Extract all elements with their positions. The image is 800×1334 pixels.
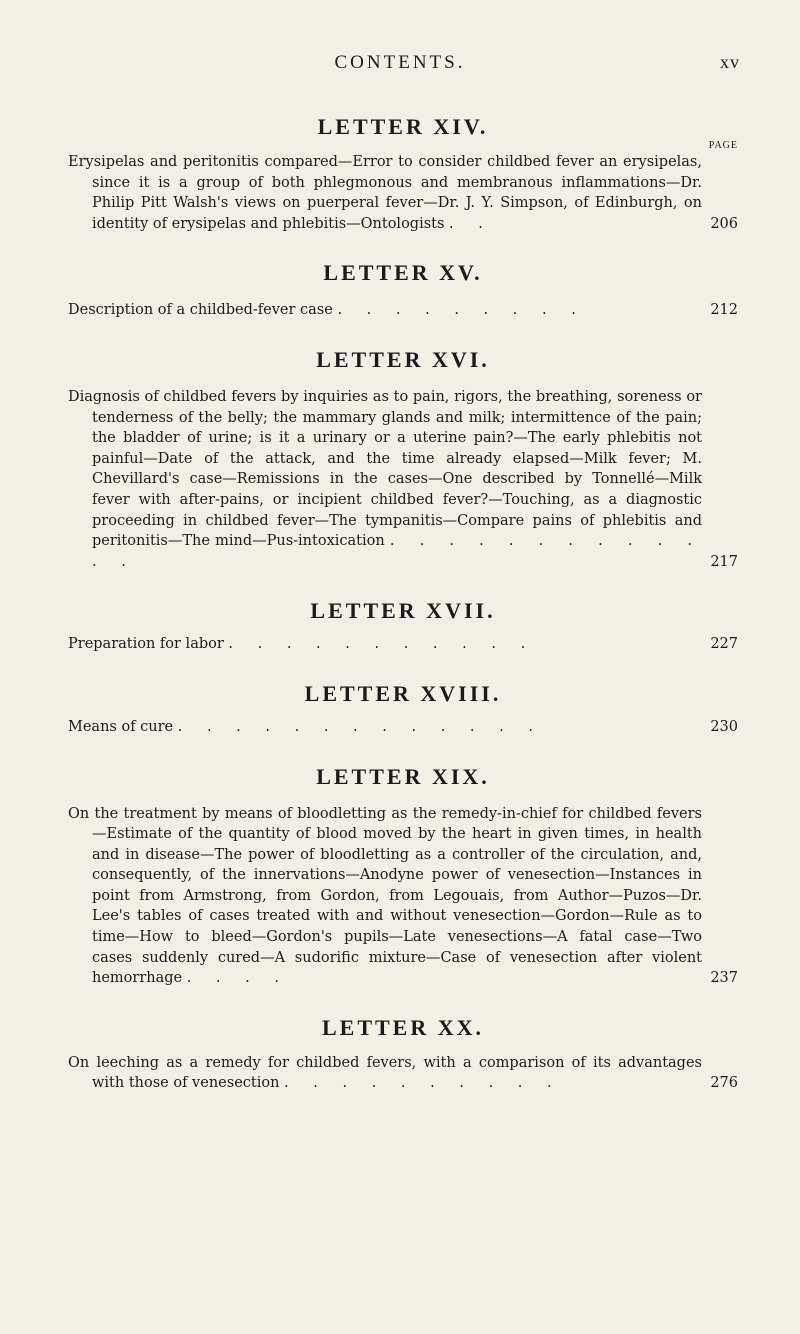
entry-text: On leeching as a remedy for childbed fevers, with a comparison of its advantages with those of venesection bbox=[68, 1054, 702, 1092]
letter-heading: LETTER XIX. bbox=[316, 763, 490, 789]
table-of-contents bbox=[68, 112, 738, 1094]
running-head bbox=[60, 52, 740, 82]
letter-heading: LETTER XVII. bbox=[310, 598, 496, 624]
dot-leaders: . . bbox=[449, 215, 493, 232]
running-title: CONTENTS. bbox=[334, 52, 466, 73]
dot-leaders: . . . . bbox=[186, 970, 289, 987]
letter-heading: LETTER XVI. bbox=[316, 346, 490, 372]
entry-text: Preparation for labor bbox=[68, 636, 224, 653]
letter-heading: LETTER XX. bbox=[321, 1014, 485, 1040]
entry-page-number: 227 bbox=[710, 636, 738, 653]
entry-page-number: 230 bbox=[710, 718, 738, 735]
entry-page-number: 212 bbox=[710, 302, 738, 319]
dot-leaders: . . . . . . . . . bbox=[337, 302, 586, 319]
dot-leaders: . . . . . . . . . . . bbox=[228, 636, 536, 653]
page-numeral: xv bbox=[720, 52, 740, 72]
dot-leaders: . . . . . . . . . . . . . bbox=[177, 718, 543, 735]
entry-page-number: 237 bbox=[710, 970, 738, 987]
toc-entry bbox=[68, 152, 738, 234]
entry-text: Means of cure bbox=[68, 718, 174, 735]
toc-entry bbox=[68, 634, 738, 655]
entry-page-number: 217 bbox=[710, 553, 738, 570]
entry-text: Description of a childbed-fever case bbox=[68, 302, 333, 319]
letter-heading: LETTER XIV. bbox=[317, 114, 489, 139]
dot-leaders: . . . . . . . . . . bbox=[284, 1075, 562, 1092]
page-column-label: PAGE bbox=[708, 140, 738, 151]
dot-leaders: . . . . . . . . . . . . . bbox=[92, 533, 703, 570]
entry-text: Erysipelas and peritonitis compared—Error to consider childbed fever an erysipelas, since it is a group of both phlegmonous and membranous inflammations—Dr. Philip Pitt Walsh's views on puerperal fever—Dr. J. Y. Simpson, of Edinburgh, on identity of erysipelas and phlebitis—Ontologists bbox=[68, 154, 702, 232]
letter-heading: LETTER XVIII. bbox=[304, 680, 502, 706]
entry-text: On the treatment by means of bloodletting as the remedy-in-chief for childbed fevers—Estimate of the quantity of blood moved by the heart in given times, in health and in disease—The power of bloodletting as a controller of the circulation, and, consequently, of the innervations—Anodyne power of venesection—Instances in point from Armstrong, from Gordon, from Legouais, from Author—Puzos—Dr. Lee's tables of cases treated with and without venesection—Gordon—Rule as to time—How to bleed—Gordon's pupils—Late venesections—A fatal case—Two cases suddenly cured—A sudorific mixture—Case of venesection after violent hemorrhage bbox=[68, 805, 702, 987]
toc-entry bbox=[68, 804, 738, 989]
entry-page-number: 276 bbox=[710, 1075, 738, 1092]
toc-entry bbox=[68, 300, 738, 321]
letter-heading: LETTER XV. bbox=[323, 260, 483, 286]
toc-entry bbox=[68, 1053, 738, 1094]
entry-text: Diagnosis of childbed fevers by inquiries as to pain, rigors, the breathing, soreness or tenderness of the belly; the mammary glands and milk; intermittence of the pain; the bladder of urine; is it a urinary or a uterine pain?—The early phlebitis not painful—Date of the attack, and the time already elapsed—Milk fever; M. Chevillard's case—Remissions in the cases—One described by Tonnellé—Milk fever with after-pains, or incipient childbed fever?—Touching, as a diagnostic proceeding in childbed fever—The tympanitis—Compare pains of phlebitis and peritonitis—The mind—Pus-intoxication bbox=[68, 388, 702, 550]
toc-entry bbox=[68, 387, 738, 572]
entry-page-number: 206 bbox=[710, 215, 738, 232]
toc-entry bbox=[68, 717, 738, 738]
